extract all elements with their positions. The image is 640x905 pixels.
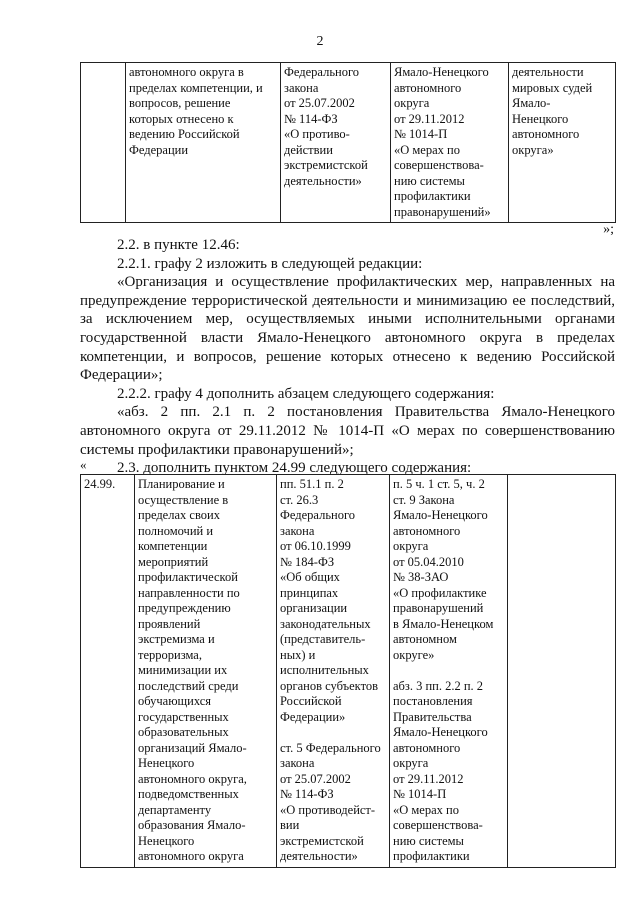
paragraph: 2.2. в пункте 12.46: xyxy=(117,237,240,253)
bottom-table xyxy=(80,474,616,868)
table-row xyxy=(81,63,616,223)
table-cell: Планирование и осуществление в пределах своих полномочий и компетенции мероприятий профилактической направленности по предупреждению проявлений экстремизма и терроризма, минимизации их последствий среди обучающихся государственных образовательных организаций Ямало- Ненецкого автономного округа, подведомственных департаменту образования Ямало- Ненецкого автономного округа xyxy=(135,475,277,868)
table-cell: 24.99. xyxy=(81,475,135,868)
table-cell: Ямало-Ненецкого автономного округа от 29.11.2012 № 1014-П «О мерах по совершенствова- нию системы профилактики правонарушений» xyxy=(391,63,509,223)
paragraph: 2.2.1. графу 2 изложить в следующей редакции: xyxy=(117,255,423,272)
paragraph: «Организация и осуществление профилактических мер, направленных на предупреждение террористической деятельности и минимизацию ее последствий, за исключением мер, осуществляемых иными исполнительными органами государственной власти Ямало-Ненецкого автономного округа в пределах компетенции, и вопросов, решение которых отнесено к ведению Российской Федерации»; xyxy=(80,274,615,384)
top-table xyxy=(80,62,616,223)
paragraph: 2.3. дополнить пунктом 24.99 следующего содержания: xyxy=(117,460,472,477)
opening-quote: « xyxy=(80,457,87,472)
table-cell: деятельности мировых судей Ямало- Ненецкого автономного округа» xyxy=(509,63,616,223)
table-closing-mark: »; xyxy=(603,222,614,237)
table-cell xyxy=(81,63,126,223)
page-number: 2 xyxy=(316,34,324,49)
paragraph: «абз. 2 пп. 2.1 п. 2 постановления Правительства Ямало-Ненецкого автономного округа от 29.11.2012 № 1014-П «О мерах по совершенствованию системы профилактики правонарушений»; xyxy=(80,404,615,458)
table-row xyxy=(81,475,616,868)
table-cell: пп. 51.1 п. 2 ст. 26.3 Федерального закона от 06.10.1999 № 184-ФЗ «Об общих принципах организации законодательных (представитель- ных) и исполнительных органов субъектов Российской Федерации» ст. 5 Федерального закона от 25.07.2002 № 114-ФЗ «О противодейст- вии экстремистской деятельности» xyxy=(277,475,390,868)
table-cell xyxy=(508,475,616,868)
table-cell: Федерального закона от 25.07.2002 № 114-ФЗ «О противо- действии экстремистской деятельности» xyxy=(281,63,391,223)
paragraph: 2.2.2. графу 4 дополнить абзацем следующего содержания: xyxy=(117,385,495,402)
table-cell: п. 5 ч. 1 ст. 5, ч. 2 ст. 9 Закона Ямало-Ненецкого автономного округа от 05.04.2010 № 38-ЗАО «О профилактике правонарушений в Ямало-Ненецком автономном округе» абз. 3 пп. 2.2 п. 2 постановления Правительства Ямало-Ненецкого автономного округа от 29.11.2012 № 1014-П «О мерах по совершенствова- нию системы профилактики xyxy=(390,475,508,868)
body-text xyxy=(80,236,615,478)
table-cell: автономного округа в пределах компетенции, и вопросов, решение которых отнесено к ведению Российской Федерации xyxy=(126,63,281,223)
